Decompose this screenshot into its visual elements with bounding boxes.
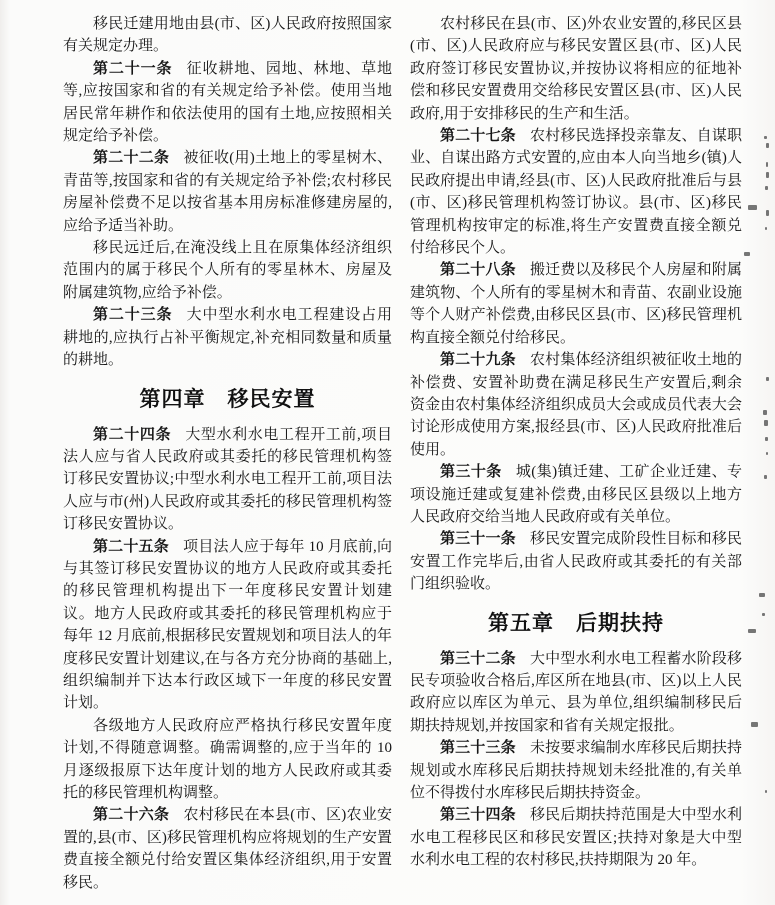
- paragraph-text: 农村移民在县(市、区)外农业安置的,移民区县(市、区)人民政府应与移民安置区县(市、区)人民政府签订移民安置协议,并按协议将相应的征地补偿和移民安置费用交给移民安置区县(市、区)人民政府,用于安排移民的生产和生活。: [410, 16, 742, 122]
- chapter-heading: 第四章 移民安置: [139, 386, 316, 411]
- paragraph: [410, 349, 742, 461]
- paragraph: [63, 536, 392, 715]
- paragraph-text: 移民安置完成阶段性目标和移民安置工作完毕后,由省人民政府或其委托的有关部门组织验收。: [410, 531, 742, 593]
- scan-speck: [759, 593, 765, 597]
- scan-speck: [766, 377, 769, 381]
- paragraph: [410, 737, 742, 804]
- chapter-heading: 第五章 后期扶持: [488, 610, 664, 635]
- paragraph: [63, 804, 392, 894]
- scan-speck: [764, 136, 767, 139]
- scan-speck: [766, 143, 769, 148]
- scan-speck: [765, 790, 767, 793]
- article-number: 第二十五条: [93, 538, 169, 555]
- paragraph: [63, 424, 392, 536]
- scan-speck: [765, 437, 768, 441]
- article-number: 第二十九条: [440, 352, 516, 369]
- paragraph: [410, 125, 742, 259]
- scan-speck: [748, 205, 757, 210]
- paragraph-text: 被征收(用)土地上的零星树木、青苗等,按国家和省的有关规定给予补偿;农村移民房屋补偿费不足以按省基本用房标准修建房屋的,应给予适当补助。: [63, 150, 392, 234]
- article-number: 第二十二条: [93, 150, 170, 167]
- paragraph-text: 各级地方人民政府应严格执行移民安置年度计划,不得随意调整。确需调整的,应于当年的 10 月逐级报原下达年度计划的地方人民政府或其委托的移民管理机构调整。: [63, 717, 392, 801]
- article-number: 第二十八条: [440, 262, 516, 279]
- scan-speck: [751, 722, 758, 727]
- paragraph-text: 征收耕地、园地、林地、草地等,应按国家和省的有关规定给予补偿。使用当地居民常年耕作和依法使用的国有土地,应按照相关规定给予补偿。: [63, 60, 392, 145]
- paragraph: [410, 804, 742, 871]
- scan-speck: [766, 452, 768, 455]
- article-number: 第二十一条: [93, 60, 173, 77]
- paragraph-text: 移民后期扶持范围是大中型水利水电工程移民区和移民安置区;扶持对象是大中型水利水电工程的农村移民,扶持期限为 20 年。: [410, 807, 742, 869]
- scan-speck: [744, 252, 750, 256]
- text-column-left: [63, 13, 392, 894]
- article-number: 第二十三条: [93, 307, 173, 324]
- paragraph-text: 未按要求编制水库移民后期扶持规划或水库移民后期扶持规划未经批准的,有关单位不得拨付水库移民后期扶持资金。: [410, 740, 742, 801]
- paragraph: [410, 528, 742, 595]
- scan-speck: [764, 420, 768, 426]
- scan-speck: [766, 162, 768, 167]
- paragraph-text: 大中型水利水电工程蓄水阶段移民专项验收合格后,库区所在地县(市、区)以上人民政府应以库区为单元、县为单位,组织编制移民后期扶持规划,并按国家和省有关规定报批。: [410, 650, 742, 734]
- paragraph: [63, 58, 392, 148]
- paragraph: [410, 461, 742, 528]
- paragraph-text: 移民远迁后,在淹没线上且在原集体经济组织范围内的属于移民个人所有的零星林木、房屋及附属建筑物,应给予补偿。: [63, 240, 392, 301]
- article-number: 第三十三条: [440, 740, 516, 757]
- paragraph-text: 搬迁费以及移民个人房屋和附属建筑物、个人所有的零星树木和青苗、农副业设施等个人财产补偿费,由移民区县(市、区)移民管理机构直接全额兑付给移民。: [410, 262, 742, 346]
- paragraph: [410, 13, 742, 125]
- article-number: 第二十七条: [440, 128, 516, 145]
- scan-speck: [766, 210, 769, 216]
- paragraph: [63, 237, 392, 304]
- scan-speck: [764, 475, 767, 479]
- paragraph-text: 农村集体经济组织被征收土地的补偿费、安置补助费在满足移民生产安置后,剩余资金由农村集体经济组织成员大会或成员代表大会讨论形成使用方案,报经县(市、区)人民政府批准后使用。: [410, 352, 742, 458]
- paragraph-text: 农村移民选择投亲靠友、自谋职业、自谋出路方式安置的,应由本人向当地乡(镇)人民政府提出申请,经县(市、区)人民政府批准后与县(市、区)移民管理机构签订协议。县(市、区)移民管理机构按审定的标准,将生产安置费直接全额兑付给移民个人。: [410, 128, 742, 257]
- paragraph: [63, 147, 392, 237]
- scan-speck: [762, 613, 765, 616]
- paragraph-text: 项目法人应于每年 10 月底前,向与其签订移民安置协议的地方人民政府或其委托的移民管理机构提出下一年度移民安置计划建议。地方人民政府或其委托的移民管理机构应于每年 12 月底前,根据移民安置规划和项目法人的年度移民安置计划建议,在与各方充分协商的基础上,组织编制并下达本行政区域下一年度的移民安置计划。: [63, 538, 392, 712]
- text-column-right: [410, 13, 742, 894]
- scan-speck: [766, 172, 769, 178]
- scan-speck: [748, 629, 756, 633]
- article-number: 第三十条: [440, 464, 502, 481]
- paragraph: [410, 648, 742, 738]
- paragraph-text: 大型水利水电工程开工前,项目法人应与省人民政府或其委托的移民管理机构签订移民安置协议;中型水利水电工程开工前,项目法人应与市(州)人民政府或其委托的移民管理机构签订移民安置协议。: [63, 426, 392, 533]
- scan-speck: [763, 410, 767, 415]
- paragraph: [410, 259, 742, 349]
- article-number: 第三十一条: [440, 531, 516, 548]
- scan-speck: [765, 227, 767, 230]
- paragraph-text: 移民迁建用地由县(市、区)人民政府按照国家有关规定办理。: [63, 16, 392, 55]
- paragraph: [63, 304, 392, 371]
- paragraph: [63, 13, 392, 58]
- article-number: 第二十六条: [93, 807, 170, 824]
- paragraph-text: 农村移民在本县(市、区)农业安置的,县(市、区)移民管理机构应将规划的生产安置费直接全额兑付给安置区集体经济组织,用于安置移民。: [63, 807, 392, 891]
- article-number: 第三十四条: [440, 807, 516, 824]
- paragraph: [63, 715, 392, 805]
- scan-speck: [765, 186, 768, 190]
- paragraph-text: 城(集)镇迁建、工矿企业迁建、专项设施迁建或复建补偿费,由移民区县级以上地方人民政府交给当地人民政府或有关单位。: [410, 464, 742, 525]
- article-number: 第三十二条: [440, 650, 516, 667]
- paragraph-text: 大中型水利水电工程建设占用耕地的,应执行占补平衡规定,补充相同数量和质量的耕地。: [63, 307, 392, 369]
- article-number: 第二十四条: [93, 426, 172, 443]
